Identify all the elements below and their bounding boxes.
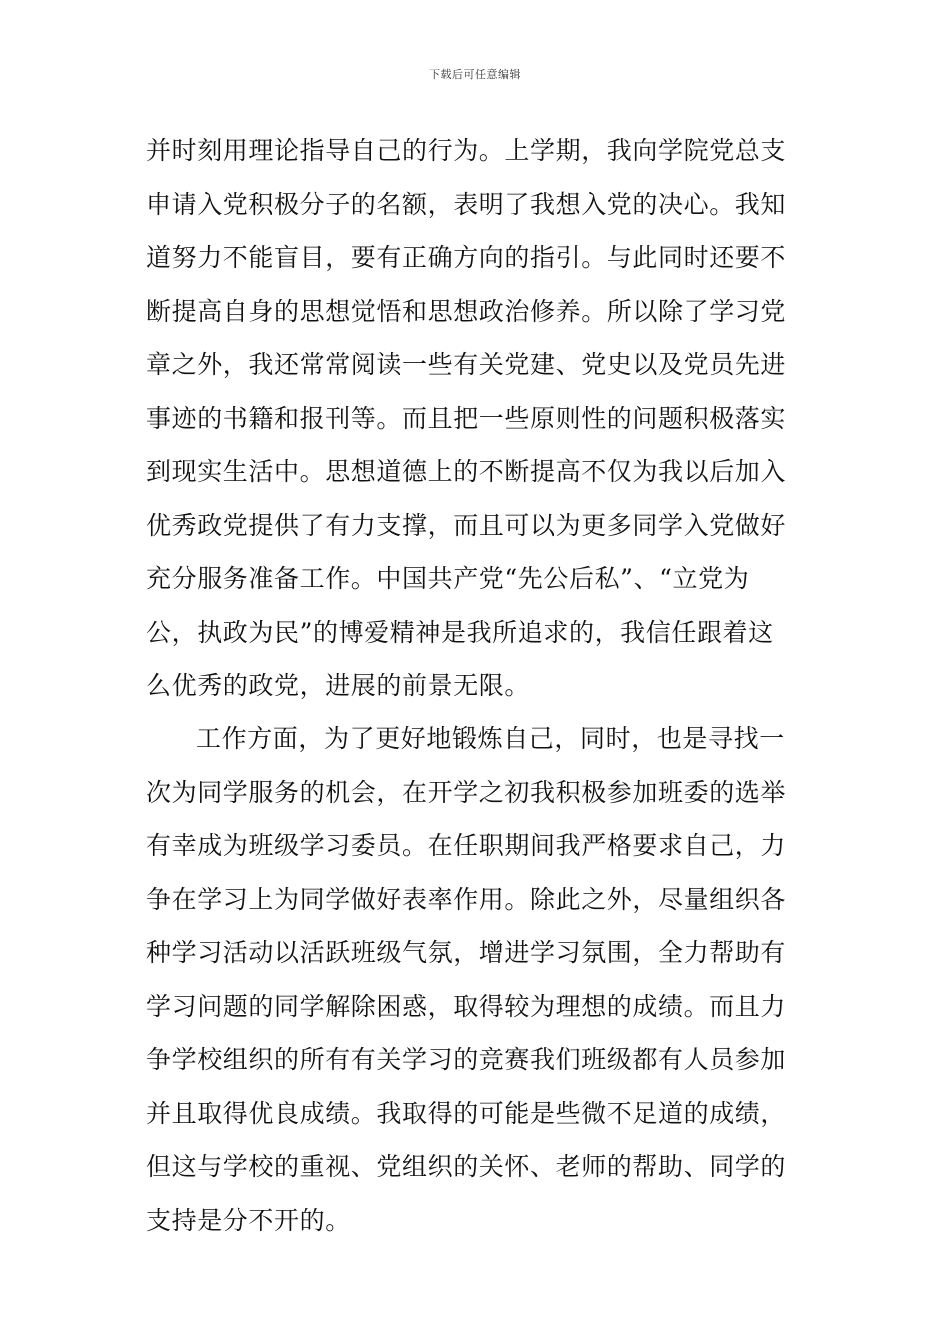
- text-line: 章之外，我还常常阅读一些有关党建、党史以及党员先进: [146, 350, 787, 379]
- text-line: 到现实生活中。思想道德上的不断提高不仅为我以后加入: [146, 457, 787, 486]
- header-note: 下载后可任意编辑: [429, 68, 521, 81]
- text-line: 并时刻用理论指导自己的行为。上学期，我向学院党总支: [146, 136, 787, 165]
- text-line: 么优秀的政党，进展的前景无限。: [146, 671, 531, 700]
- text-line: 学习问题的同学解除困惑，取得较为理想的成绩。而且力: [146, 991, 787, 1021]
- text-line: 次为同学服务的机会，在开学之初我积极参加班委的选举: [146, 777, 787, 807]
- text-line: 申请入党积极分子的名额，表明了我想入党的决心。我知: [146, 189, 787, 219]
- text-line: 公，执政为民”的博爱精神是我所追求的，我信任跟着这: [146, 617, 774, 647]
- text-line: 支持是分不开的。: [146, 1205, 351, 1235]
- text-line: 道努力不能盲目，要有正确方向的指引。与此同时还要不: [146, 243, 787, 272]
- text-line: 并且取得优良成绩。我取得的可能是些微不足道的成绩，: [146, 1098, 787, 1128]
- text-line: 但这与学校的重视、党组织的关怀、老师的帮助、同学的: [146, 1152, 787, 1181]
- text-line: 争学校组织的所有有关学习的竞赛我们班级都有人员参加: [146, 1045, 787, 1074]
- text-line: 事迹的书籍和报刊等。而且把一些原则性的问题积极落实: [146, 403, 787, 433]
- text-line: 断提高自身的思想觉悟和思想政治修养。所以除了学习党: [146, 296, 787, 326]
- paragraph-1: [146, 124, 826, 713]
- text-line: 工作方面，为了更好地锻炼自己，同时，也是寻找一: [196, 724, 785, 753]
- text-line: 有幸成为班级学习委员。在任职期间我严格要求自己，力: [146, 831, 787, 860]
- text-line: 优秀政党提供了有力支撑，而且可以为更多同学入党做好: [146, 510, 787, 540]
- paragraph-2: [146, 712, 826, 1247]
- text-line: 充分服务准备工作。中国共产党“先公后私”、“立党为: [146, 564, 750, 593]
- text-line: 争在学习上为同学做好表率作用。除此之外，尽量组织各: [146, 884, 787, 914]
- text-line: 种学习活动以活跃班级气氛，增进学习氛围，全力帮助有: [146, 938, 787, 967]
